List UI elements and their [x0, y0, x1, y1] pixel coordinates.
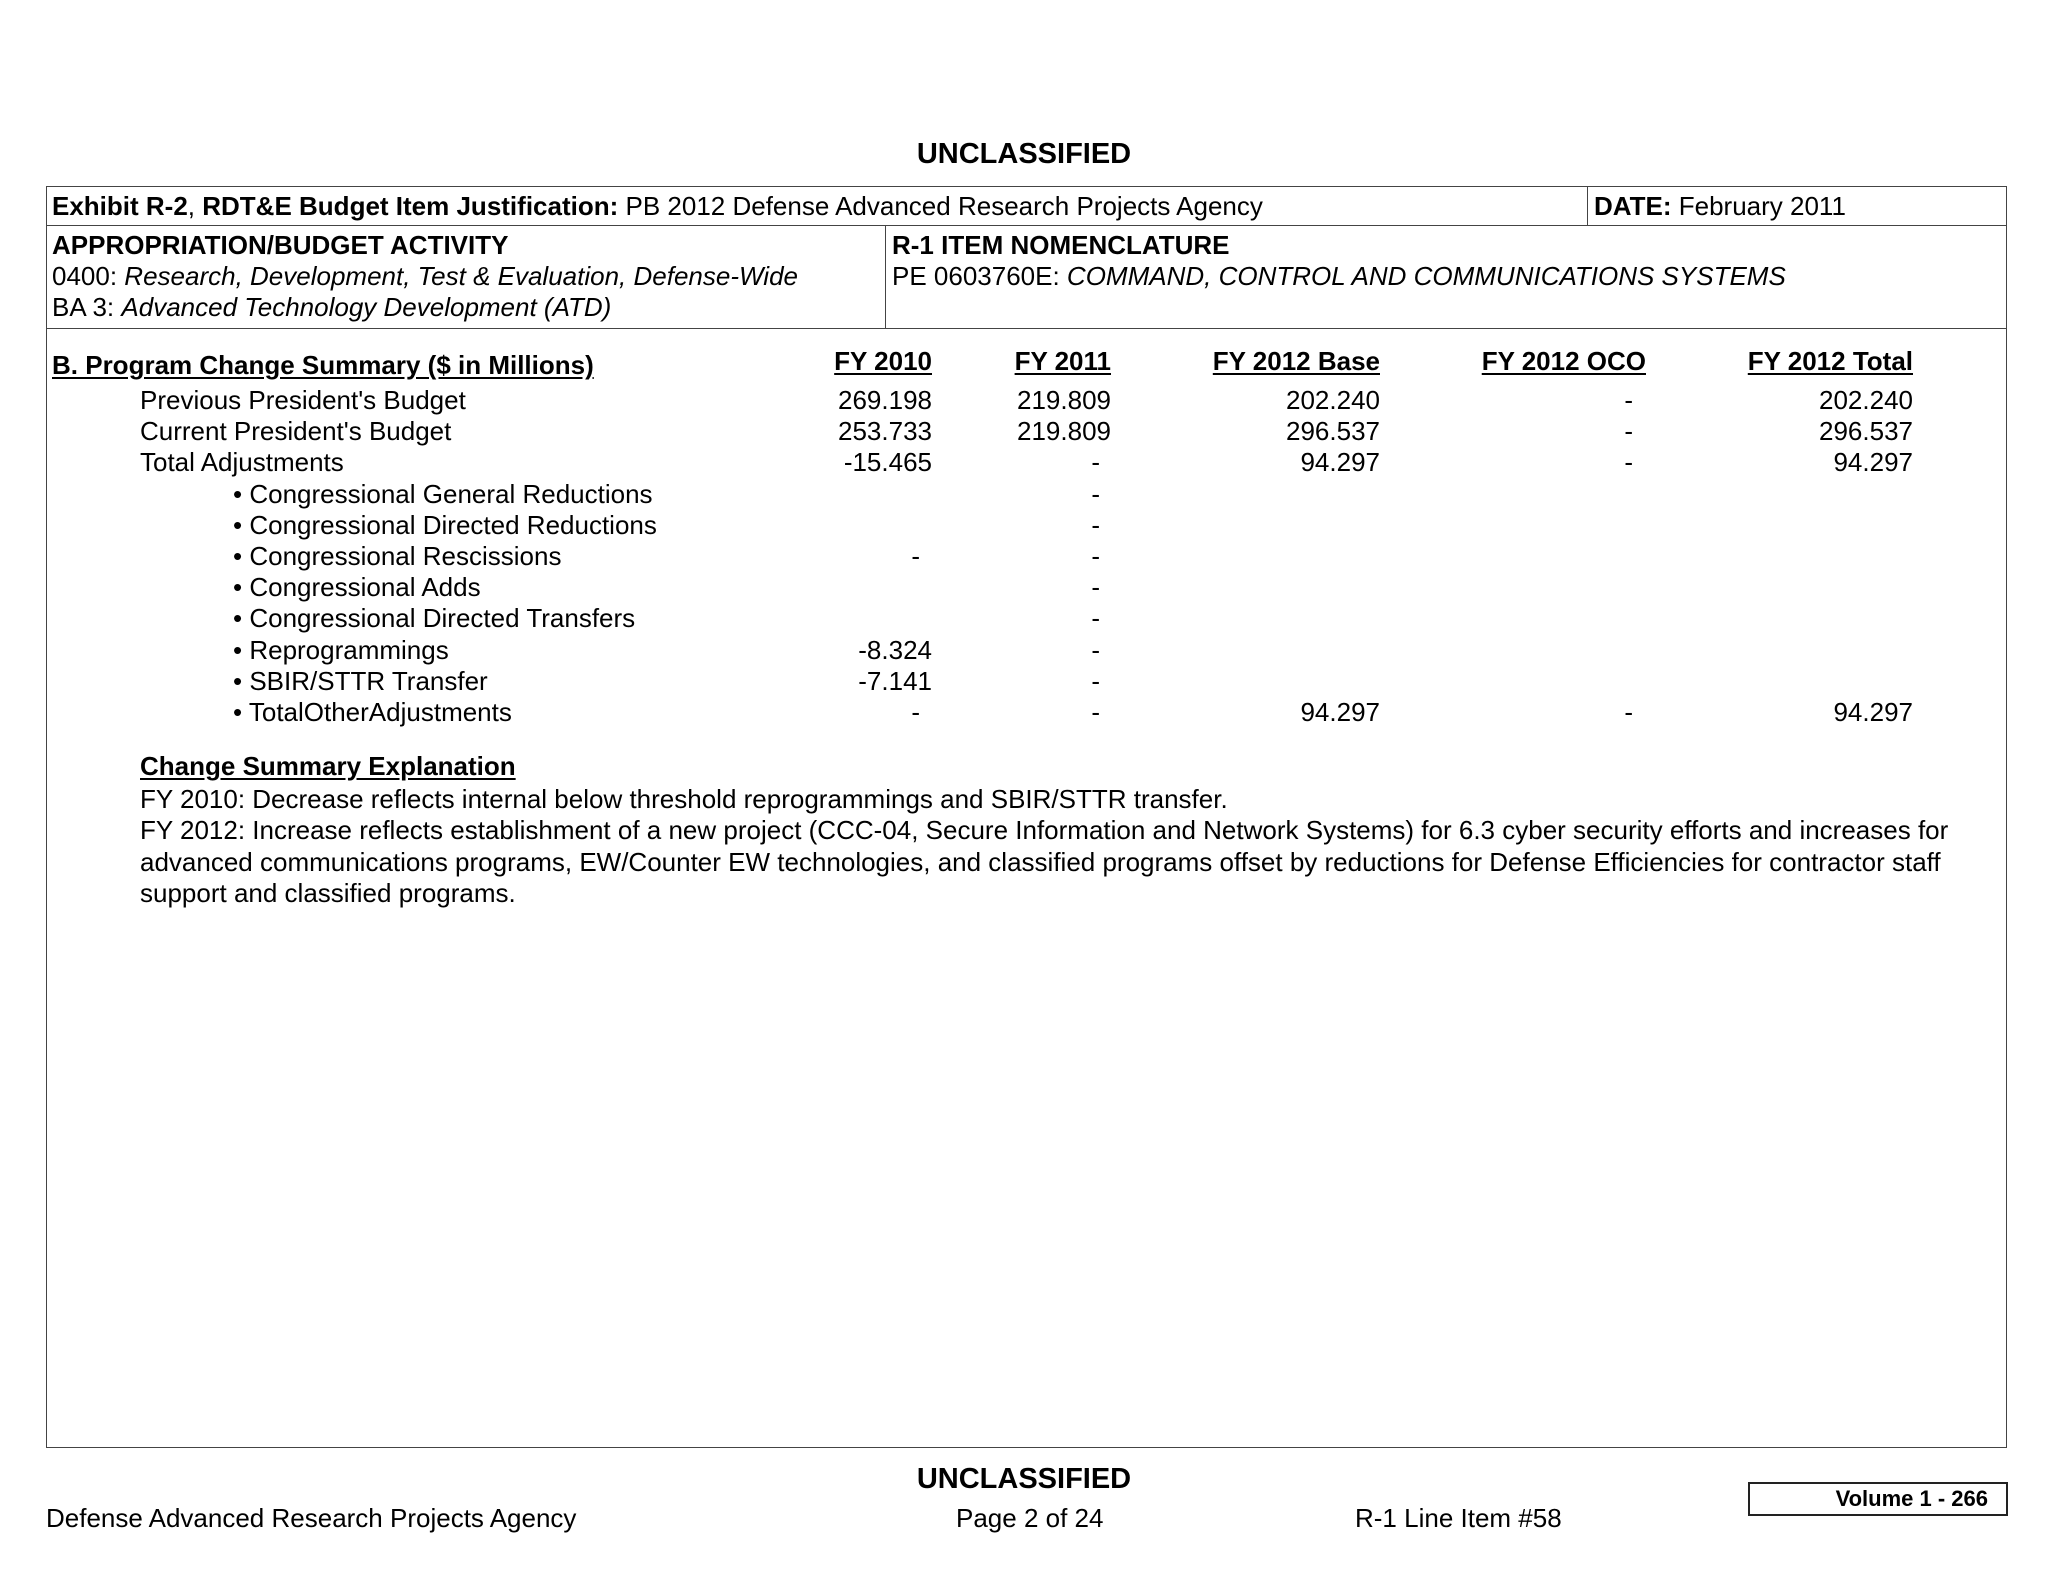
- row-label: • Reprogrammings: [233, 634, 449, 665]
- row-label: Previous President's Budget: [140, 385, 466, 415]
- pe-code: PE 0603760E:: [892, 261, 1067, 291]
- cell-fy2010: 269.198: [838, 385, 932, 415]
- date-label: DATE:: [1594, 191, 1672, 221]
- row-label: • Congressional Adds: [233, 572, 481, 603]
- cell-fy2010: -: [911, 697, 920, 727]
- budget-activity-text: Advanced Technology Development (ATD): [121, 292, 612, 322]
- cell-total: 94.297: [1833, 697, 1913, 727]
- cell-fy2011: -: [1091, 697, 1100, 727]
- cell-oco: -: [1624, 416, 1633, 447]
- appropriation-line-1: [52, 261, 798, 292]
- nomenclature-title: R-1 ITEM NOMENCLATURE: [892, 230, 1230, 260]
- cell-oco: -: [1624, 385, 1633, 415]
- cell-fy2011: -: [1091, 665, 1100, 696]
- explanation-line: support and classified programs.: [140, 877, 516, 908]
- col-fy2012-base-header: FY 2012 Base: [1212, 346, 1380, 376]
- pe-text: COMMAND, CONTROL AND COMMUNICATIONS SYSTEMS: [1066, 261, 1786, 291]
- cell-total: 296.537: [1819, 416, 1913, 447]
- budget-activity-line: [52, 292, 611, 323]
- date-divider: [1587, 187, 1588, 225]
- cell-oco: -: [1624, 697, 1633, 727]
- col-fy2012-total-header: FY 2012 Total: [1747, 346, 1913, 376]
- col-fy2010-header: FY 2010: [834, 346, 932, 376]
- cell-base: 202.240: [1286, 385, 1380, 415]
- nomenclature-line: [892, 261, 1786, 292]
- appropriation-text: Research, Development, Test & Evaluation, Defense-Wide: [124, 261, 798, 291]
- budget-activity-code: BA 3:: [52, 292, 122, 322]
- row-label: • Congressional Directed Transfers: [233, 603, 636, 634]
- footer-page: Page 2 of 24: [956, 1503, 1104, 1533]
- row-label: • Congressional Rescissions: [233, 541, 562, 571]
- cell-fy2010: 253.733: [838, 416, 932, 447]
- cell-fy2011: -: [1091, 634, 1100, 665]
- cell-fy2011: -: [1091, 603, 1100, 634]
- nomenclature-divider: [885, 225, 886, 328]
- col-fy2011-header: FY 2011: [1014, 346, 1111, 376]
- cell-fy2011: -: [1091, 478, 1100, 509]
- date-header: [1594, 191, 1846, 222]
- classification-bottom: UNCLASSIFIED: [916, 1463, 1132, 1495]
- exhibit-sep: ,: [187, 191, 203, 221]
- volume-box: Volume 1 - 266: [1748, 1482, 2008, 1516]
- explanation-line: FY 2012: Increase reflects establishment of a new project (CCC-04, Secure Information and Network Systems) for 6.3 cyber security efforts and increases for: [140, 815, 1949, 846]
- cell-fy2010: -: [911, 541, 920, 571]
- row-label: Total Adjustments: [140, 447, 344, 478]
- justification-value: PB 2012 Defense Advanced Research Projects Agency: [618, 191, 1263, 221]
- appropriation-code: 0400:: [52, 261, 125, 291]
- cell-fy2010: -15.465: [843, 447, 932, 478]
- row-label: • SBIR/STTR Transfer: [233, 665, 488, 696]
- cell-fy2011: -: [1091, 541, 1100, 571]
- row-label: • Congressional Directed Reductions: [233, 509, 657, 540]
- cell-oco: -: [1624, 447, 1633, 478]
- cell-fy2010: -7.141: [858, 665, 932, 696]
- row-label: • TotalOtherAdjustments: [233, 697, 512, 727]
- explanation-title: Change Summary Explanation: [140, 751, 516, 781]
- classification-top: UNCLASSIFIED: [916, 138, 1132, 170]
- cell-fy2011: 219.809: [1017, 416, 1111, 447]
- explanation-line: advanced communications programs, EW/Counter EW technologies, and classified programs offset by reductions for Defense Efficiencies for contractor staff: [140, 846, 1941, 877]
- date-value: February 2011: [1671, 191, 1846, 221]
- row-label: Current President's Budget: [140, 416, 452, 447]
- header-divider: [47, 225, 2006, 226]
- activity-divider: [47, 328, 2006, 329]
- footer-agency: Defense Advanced Research Projects Agency: [46, 1503, 577, 1533]
- justification-label: RDT&E Budget Item Justification:: [202, 191, 619, 221]
- col-fy2012-oco-header: FY 2012 OCO: [1481, 346, 1646, 376]
- cell-fy2010: -8.324: [858, 634, 932, 665]
- cell-total: 202.240: [1819, 385, 1913, 415]
- cell-base: 296.537: [1286, 416, 1380, 447]
- cell-fy2011: -: [1091, 509, 1100, 540]
- cell-total: 94.297: [1833, 447, 1913, 478]
- explanation-line: FY 2010: Decrease reflects internal below threshold reprogrammings and SBIR/STTR transfer.: [140, 784, 1228, 814]
- summary-title: B. Program Change Summary ($ in Millions): [52, 350, 594, 380]
- cell-fy2011: -: [1091, 447, 1100, 478]
- cell-fy2011: 219.809: [1017, 385, 1111, 415]
- cell-base: 94.297: [1300, 697, 1380, 727]
- appropriation-title: APPROPRIATION/BUDGET ACTIVITY: [52, 230, 509, 260]
- exhibit-label: Exhibit R-2: [52, 191, 188, 221]
- exhibit-header: [52, 191, 1263, 222]
- cell-fy2011: -: [1091, 572, 1100, 603]
- cell-base: 94.297: [1300, 447, 1380, 478]
- row-label: • Congressional General Reductions: [233, 478, 653, 509]
- footer-line-item: R-1 Line Item #58: [1355, 1503, 1562, 1533]
